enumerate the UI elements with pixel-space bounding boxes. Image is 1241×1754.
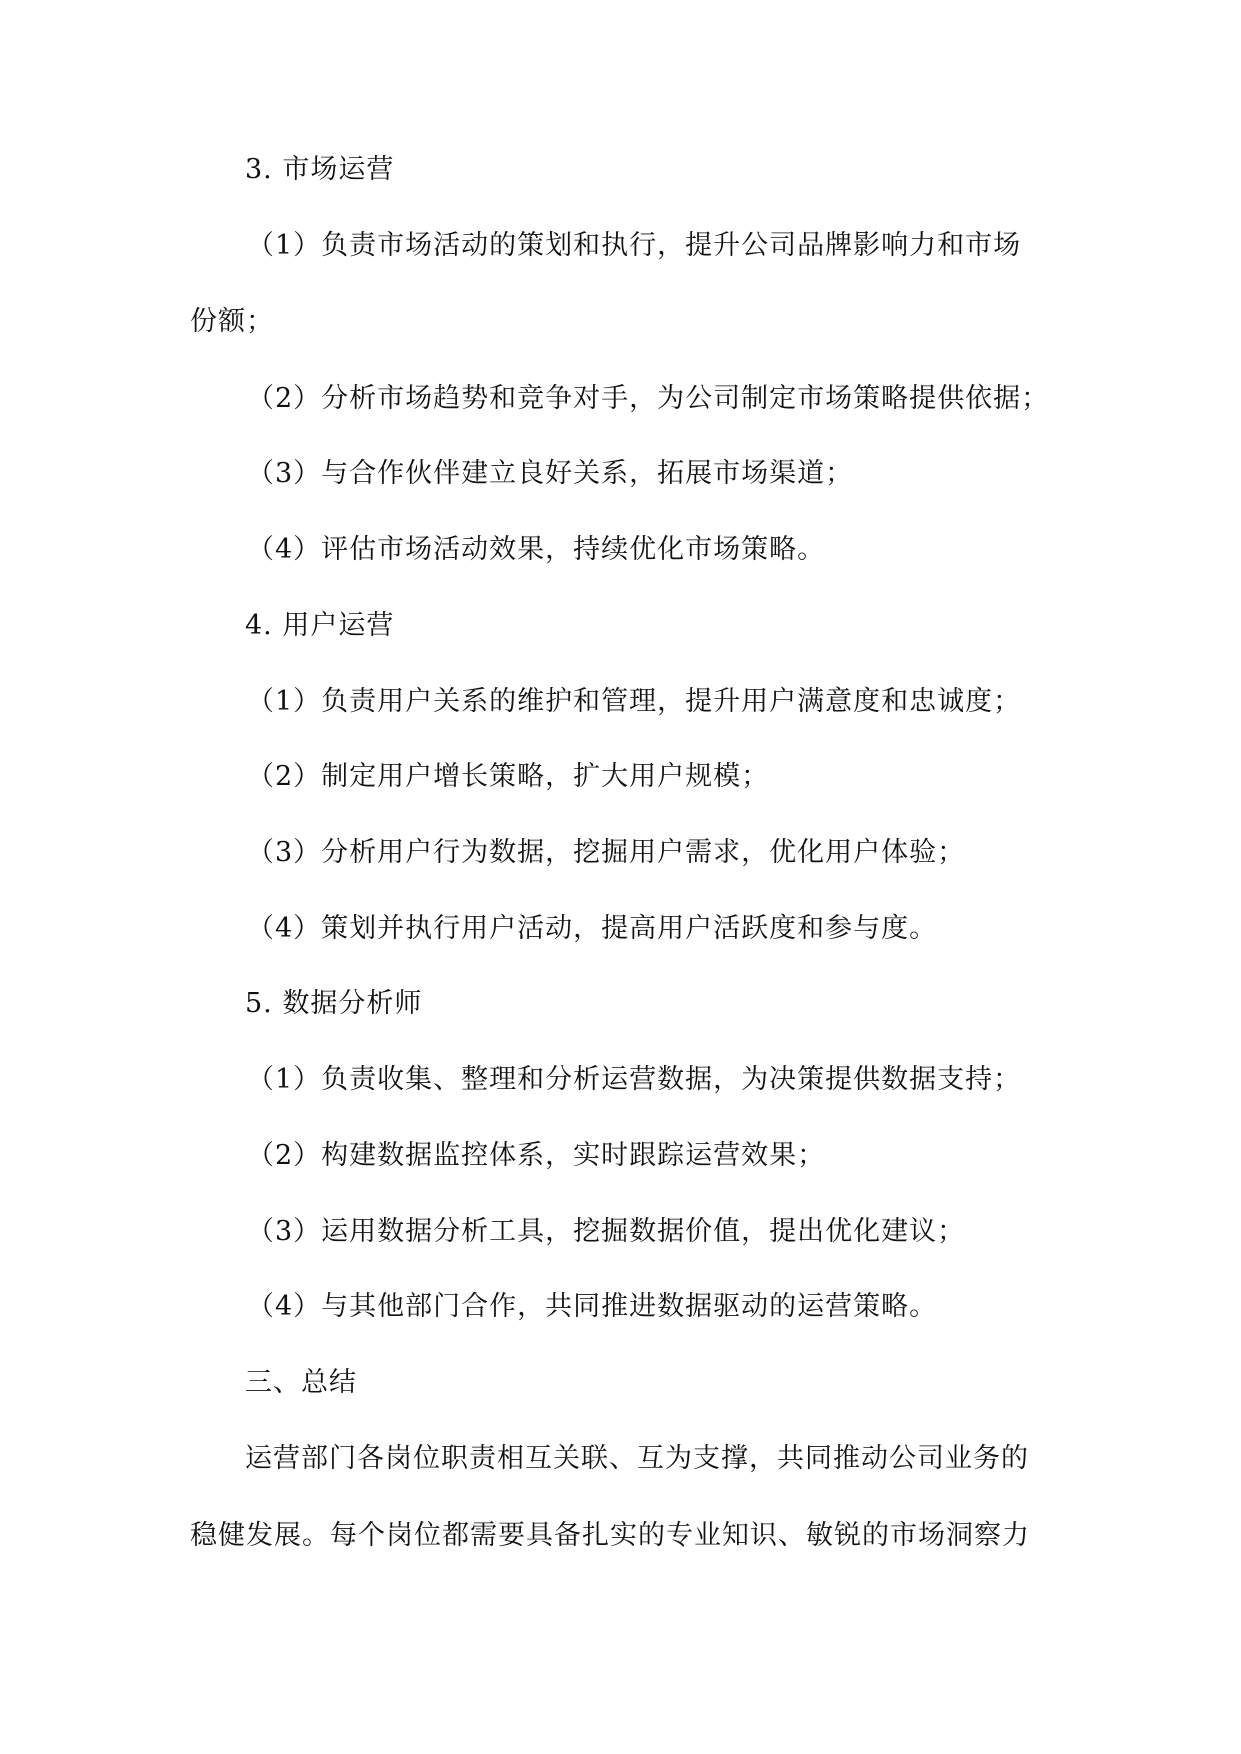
- section-heading-market-operations: 3. 市场运营: [245, 154, 395, 185]
- paragraph-line: 稳健发展。每个岗位都需要具备扎实的专业知识、敏锐的市场洞察力: [190, 1520, 1030, 1551]
- paragraph-line: 运营部门各岗位职责相互关联、互为支撑，共同推动公司业务的: [245, 1443, 1029, 1474]
- paragraph-line: （4）与其他部门合作，共同推进数据驱动的运营策略。: [247, 1291, 938, 1322]
- paragraph-line: （4）策划并执行用户活动，提高用户活跃度和参与度。: [247, 913, 938, 944]
- paragraph-line: （2）构建数据监控体系，实时跟踪运营效果；: [247, 1140, 826, 1171]
- paragraph-line: （4）评估市场活动效果，持续优化市场策略。: [247, 534, 826, 565]
- paragraph-line: （3）分析用户行为数据，挖掘用户需求，优化用户体验；: [247, 837, 966, 868]
- paragraph-line: （1）负责收集、整理和分析运营数据，为决策提供数据支持；: [247, 1064, 1022, 1095]
- paragraph-line: （3）运用数据分析工具，挖掘数据价值，提出优化建议；: [247, 1216, 966, 1247]
- section-heading-summary: 三、总结: [245, 1367, 357, 1398]
- paragraph-line: （1）负责市场活动的策划和执行，提升公司品牌影响力和市场: [247, 230, 1022, 261]
- paragraph-line: （2）分析市场趋势和竞争对手，为公司制定市场策略提供依据；: [247, 383, 1050, 414]
- paragraph-line: （2）制定用户增长策略，扩大用户规模；: [247, 761, 770, 792]
- section-heading-user-operations: 4. 用户运营: [245, 610, 395, 641]
- paragraph-line: （1）负责用户关系的维护和管理，提升用户满意度和忠诚度；: [247, 686, 1022, 717]
- section-heading-data-analyst: 5. 数据分析师: [245, 988, 423, 1019]
- paragraph-line: 份额；: [190, 306, 274, 337]
- paragraph-line: （3）与合作伙伴建立良好关系，拓展市场渠道；: [247, 458, 854, 489]
